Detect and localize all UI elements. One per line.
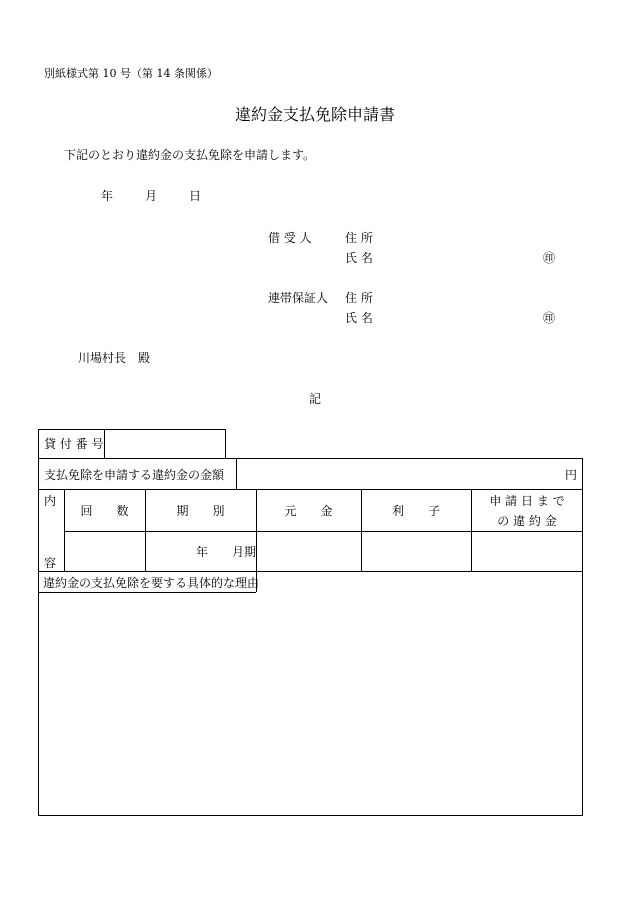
penalty-header-line2: の 違 約 金 (497, 514, 557, 528)
period-value: 年 月期 (196, 545, 257, 559)
principal-field[interactable] (258, 533, 360, 570)
guarantor-name-label: 氏 名 (345, 311, 373, 325)
form-number: 別紙様式第 10 号（第 14 条関係） (44, 67, 218, 80)
amount-label: 支払免除を申請する違約金の金額 (44, 468, 225, 482)
reason-label-bottom-line (38, 592, 256, 593)
contents-row-bottom-line (38, 571, 583, 572)
count-header: 回 数 (80, 504, 129, 518)
borrower-address-label: 住 所 (345, 231, 373, 245)
borrower-name-label: 氏 名 (345, 251, 373, 265)
borrower-seal-mark: ㊞ (543, 251, 556, 265)
loan-number-field[interactable] (106, 431, 224, 457)
guarantor-seal-mark: ㊞ (543, 311, 556, 325)
yen-unit: 円 (565, 468, 578, 482)
date-month-label: 月 (145, 189, 158, 203)
penalty-header-line1: 申 請 日 ま で (489, 494, 565, 508)
amount-row-bottom-line (38, 489, 583, 490)
date-day-label: 日 (189, 189, 202, 203)
intro-text: 下記のとおり違約金の支払免除を申請します。 (64, 148, 316, 162)
loan-number-divider (104, 429, 105, 459)
header-row-bottom-line (64, 531, 583, 532)
contents-label-top: 内 (44, 494, 57, 508)
amount-field[interactable] (238, 460, 558, 488)
interest-header: 利 子 (391, 504, 440, 518)
guarantor-address-label: 住 所 (345, 291, 373, 305)
period-header: 期 別 (176, 504, 225, 518)
addressee: 川場村長 殿 (78, 351, 151, 365)
page-title: 違約金支払免除申請書 (234, 105, 395, 124)
reason-label: 違約金の支払免除を要する具体的な理由 (43, 576, 260, 590)
ki-heading: 記 (309, 392, 322, 406)
guarantor-label: 連帯保証人 (268, 291, 329, 305)
date-year-label: 年 (101, 189, 114, 203)
borrower-label: 借 受 人 (268, 231, 312, 245)
loan-number-label: 貸 付 番 号 (44, 437, 104, 451)
reason-field[interactable] (40, 595, 581, 814)
interest-field[interactable] (363, 533, 470, 570)
amount-divider (236, 458, 237, 490)
contents-label-bottom: 容 (44, 556, 57, 570)
penalty-field[interactable] (473, 533, 581, 570)
principal-header: 元 金 (284, 504, 333, 518)
count-field[interactable] (66, 533, 144, 570)
